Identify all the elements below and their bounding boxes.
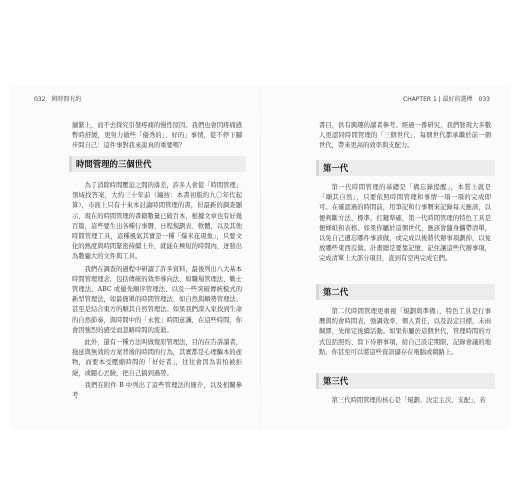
section-heading-third-generation: 第三代 bbox=[316, 373, 495, 389]
first-generation-text: 第一代時間管理的基礎是「備忘錄提醒」，本質上就是「順其自然」，只要依照時間管理和事情一項一項的完成即可。在確認過的時間前，用筆記和行事曆來記錄每天應該，以便判斷方法、標準，打鍵準確，第一代時間管理的特色工具是便條紙和表格。如果你屬於這個世代，應該會隨身攜帶清單，以免自己遺忘哪件事該做，或完成以後將代辦事項劃掉，以免放哪些東西沒做。計畫總是要靠記憶、記住讓這些代辦事項，完成清單上大部分項目，直到有空再完成它們。 bbox=[319, 184, 491, 263]
first-generation-block bbox=[319, 183, 491, 265]
book-spread bbox=[12, 88, 508, 428]
left-paragraph-2: 我們在調查的過程中研讀了許多資料，最後列出八大基本時間管理理念，包括傳統的效率導向法、如職場管理法、戰士管理法、ABC 或優先順序管理法、以及一些突破傳統模式的新型管理法，如最簡單的時間管理法、如自然與順勢管理法、甚至是結合東方的順其自然管理法。如果我們深入家找到生命的自然節奏，與時間中的「永恆」時間意識，在這些時間，你會因強烈的感受而忽略時間的流逝。 bbox=[72, 265, 243, 334]
left-intro-paragraph: 繃緊上，而不去探究引發疼痛的慢性原因。我們也會因疼痛感暫時舒緩，更努力做些「優秀的」、好的」事情，從不停下腳步問自己：這件事對我來說真的重要嗎？ bbox=[72, 122, 243, 150]
left-body-block bbox=[72, 181, 242, 401]
section-heading-first-generation: 第一代 bbox=[316, 160, 495, 176]
third-generation-text: 第三代時間管理的核心是「規劃、決定主次、支配」，若 bbox=[331, 397, 486, 404]
right-running-head-title: CHAPTER 1 | 最好的選擇 bbox=[403, 96, 473, 103]
second-generation-block bbox=[319, 307, 491, 358]
left-paragraph-3: 此外，還有一種方法叫做復原管理法，目的在告訴讀者，拖延與無效的方案背後的時間的行為，其實都是心理驅本的產物，而要本受壓縮時間的「好好者」，往往會因為害怕被拒絕，或聽心丟臉，把自己搞到過勞。 bbox=[72, 339, 243, 377]
left-page bbox=[12, 88, 260, 428]
section-heading-second-generation: 第二代 bbox=[316, 284, 495, 300]
left-running-head bbox=[30, 94, 81, 103]
left-paragraph-1: 為了消除時間壓迫之間的落差，許多人會從「時間管理」領域找答案，大約三十年前（編按：本書初版約九〇年代起算），市面上只有十來本討論時間管理的書，但最新的調查顯示，現在的時間管理的書籍數量已破百本，根據文章也有好幾百篇，這些要生出各種行事曆、日程規劃表、軟體，以及其他時間管理工具，這種風氣其實是一種「爆米花現象」，只要文化的熱度與時間緊密持續上升，就能在極短的時間內，迸發出為數龐大的文件與工具。 bbox=[72, 182, 243, 261]
right-page bbox=[261, 88, 508, 428]
third-generation-block bbox=[319, 396, 491, 406]
left-intro-block bbox=[72, 121, 242, 152]
left-paragraph-4: 我們在附件 B 中列出了這些管理法的簡介，以及相關參考 bbox=[72, 381, 242, 400]
right-intro-block bbox=[319, 121, 491, 152]
left-running-head-title: 與時間有約 bbox=[51, 96, 82, 103]
left-page-number: 032 bbox=[34, 96, 46, 103]
section-heading-three-generations: 時間管理的三個世代 bbox=[69, 156, 246, 172]
right-intro-paragraph: 書目，供有興趣的讀者參考。經過一番研究，我們發現大多數人更認同時間管理的「三個世代」，每個世代都承繼於前一個世代，帶來更高的效率與支配力。 bbox=[319, 122, 491, 150]
second-generation-text: 第二代時間管理更重視「規劃與準備」，特色工具是行事曆與約會時間表，強調效率、個人責任，以及設定目標，未雨綢繆，先排定後續活動。如果你屬於這個世代，管理時間的方式包括照約、寫下待辦事項，給自己設定期限，記錄會議的地點，你甚至可以將這些資訊儲存在電腦或網路上。 bbox=[319, 308, 491, 356]
right-page-number: 033 bbox=[478, 96, 490, 103]
right-running-head bbox=[403, 94, 494, 103]
